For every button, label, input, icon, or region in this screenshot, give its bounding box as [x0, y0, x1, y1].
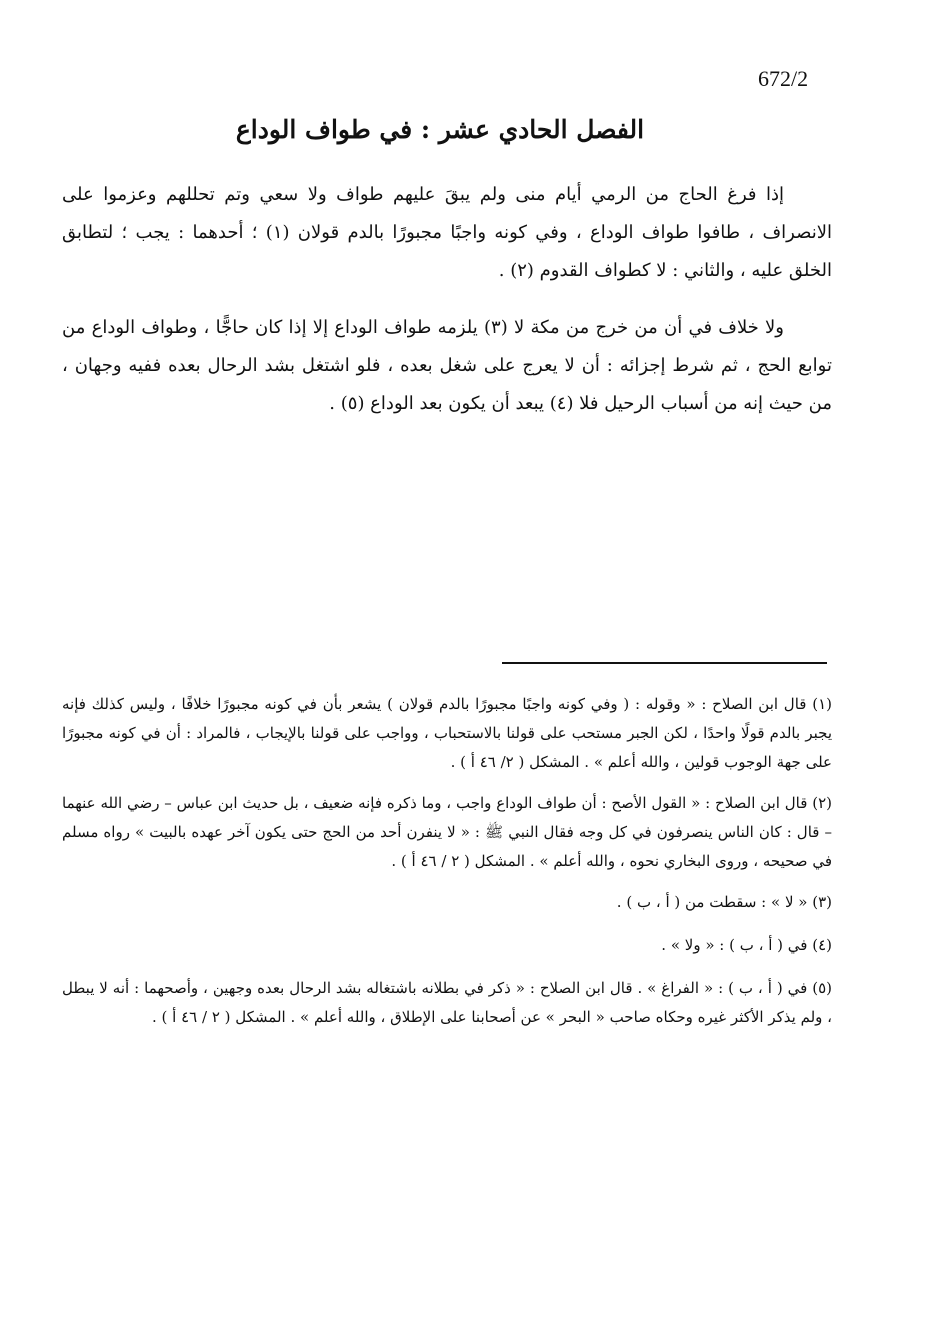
footnote-4: (٤) في ( أ ، ب ) : « ولا » . — [661, 936, 832, 954]
chapter-title: الفصل الحادي عشر : في طواف الوداع — [235, 115, 645, 144]
footnote-2: (٢) قال ابن الصلاح : « القول الأصح : أن طواف الوداع واجب ، وما ذكره فإنه ضعيف ، بل حديث ابن عباس – رضي الله عنهما – قال : كان الناس ينصرفون في كل وجه فقال النبي ﷺ : « لا ينفرن أحد من الحج حتى يكون آخر عهده بالبيت » رواه مسلم في صحيحه ، وروى البخاري نحوه ، والله أعلم » . المشكل ( ٢ / ٤٦ أ ) . — [62, 794, 832, 870]
body-paragraph: ولا خلاف في أن من خرج من مكة لا (٣) يلزمه طواف الوداع إلا إذا كان حاجًّا ، وطواف الوداع من توابع الحج ، ثم شرط إجزائه : أن لا يعرج على شغل بعده ، فلو اشتغل بشد الرحال بعده ففيه وجهان ، من حيث إنه من أسباب الرحيل فلا (٤) يبعد أن يكون بعد الوداع (٥) . — [62, 317, 832, 414]
footnote-5: (٥) في ( أ ، ب ) : « الفراغ » . قال ابن الصلاح : « ذكر في بطلانه باشتغاله بشد الرحال بعده وجهين ، وأصحهما : أنه لا يبطل ، ولم يذكر الأكثر غيره وحكاه صاحب « البحر » عن أصحابنا على الإطلاق ، والله أعلم » . المشكل ( ٢ / ٤٦ أ ) . — [62, 979, 832, 1026]
footnotes — [62, 690, 832, 1044]
page-number: 672/2 — [758, 66, 809, 91]
footnote-3: (٣) « لا » : سقطت من ( أ ، ب ) . — [616, 893, 832, 911]
main-text — [62, 176, 832, 423]
footnote-1: (١) قال ابن الصلاح : « وقوله : ( وفي كونه واجبًا مجبورًا بالدم قولان ) يشعر بأن في كونه مجبورًا خلافًا ، وليس كذلك فإنه يجبر بالدم قولًا واحدًا ، لكن الجبر مستحب على قولنا بالاستحباب ، وواجب على قولنا بالإيجاب ، فالمراد : أن في كونه مجبورًا على جهة الوجوب قولين ، والله أعلم » . المشكل ( ٢/ ٤٦ أ ) . — [62, 695, 832, 771]
footnote-separator — [502, 662, 827, 664]
body-paragraph: إذا فرغ الحاج من الرمي أيام منى ولم يبقَ عليهم طواف ولا سعي وتم تحللهم وعزموا على الانصراف ، طافوا طواف الوداع ، وفي كونه واجبًا مجبورًا بالدم قولان (١) ؛ أحدهما : يجب ؛ لتطابق الخلق عليه ، والثاني : لا كطواف القدوم (٢) . — [62, 184, 833, 281]
